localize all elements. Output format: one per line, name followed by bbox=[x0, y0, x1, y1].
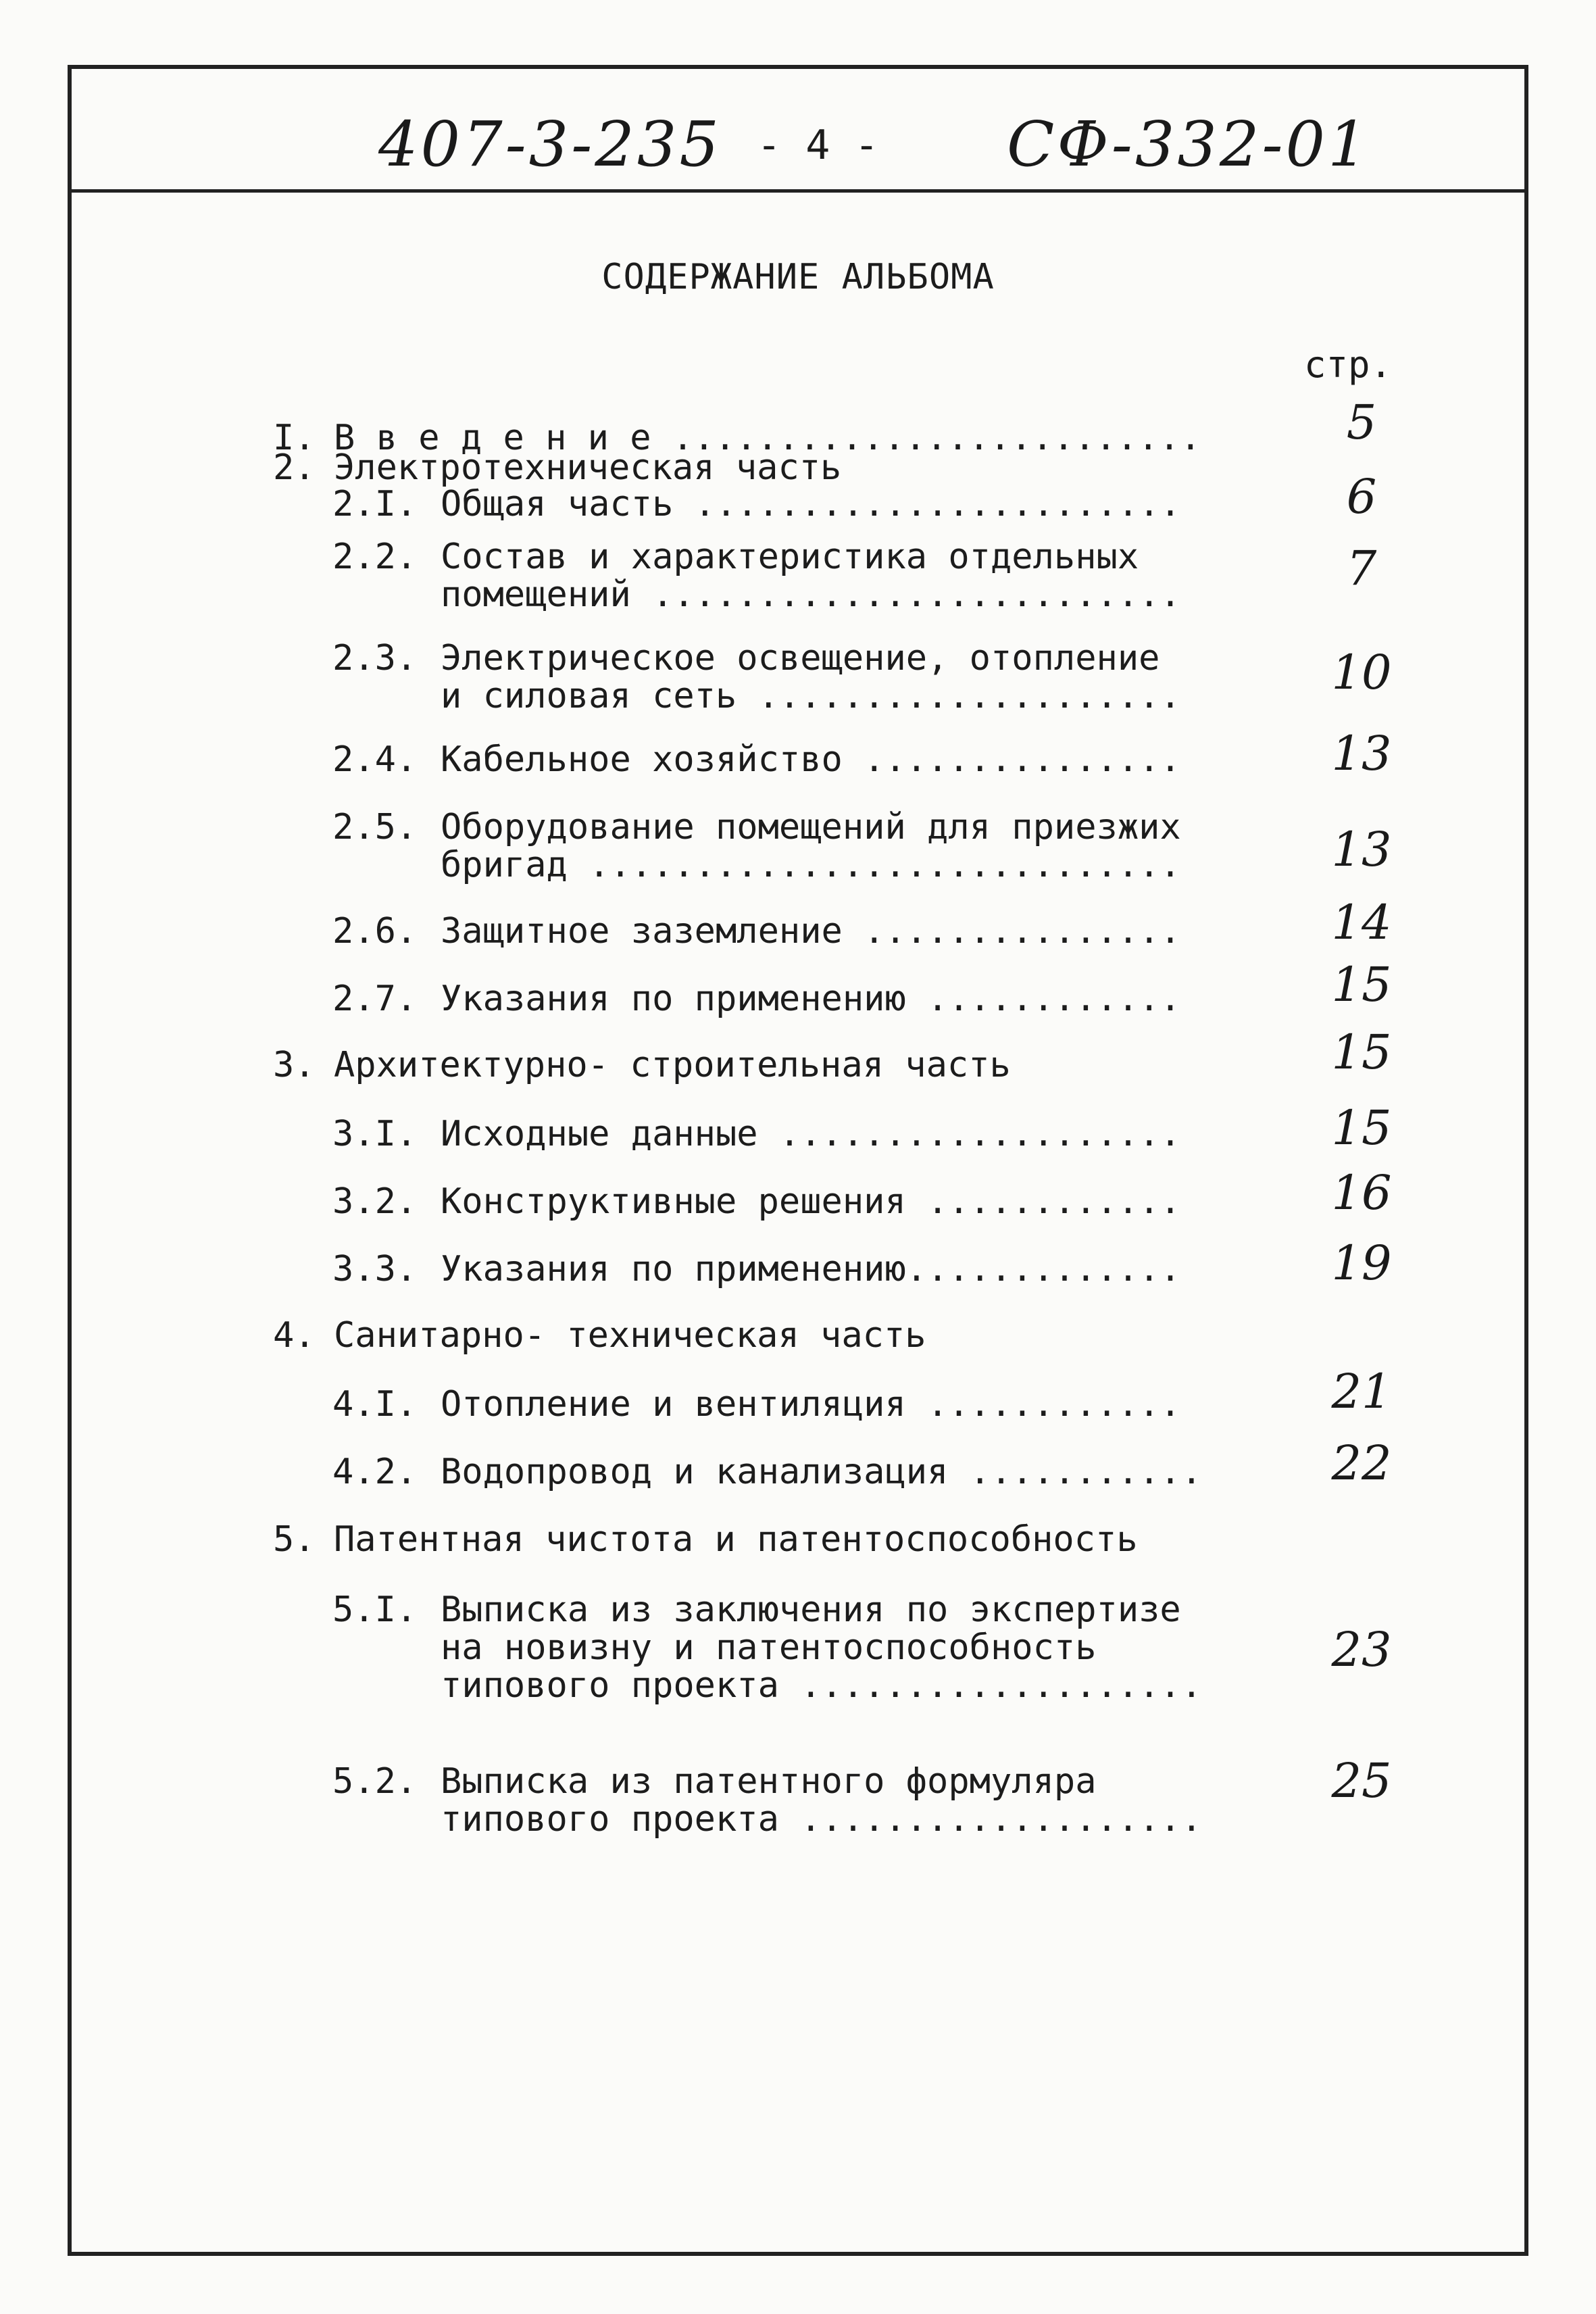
toc-entry-number: 4.2. bbox=[332, 1452, 418, 1492]
toc-entry-text bbox=[441, 1763, 1202, 1838]
toc-entry-number: 2.5. bbox=[332, 807, 418, 847]
toc-entry-number: 3. bbox=[273, 1045, 316, 1085]
toc-entry-number: 3.2. bbox=[332, 1181, 418, 1222]
toc-entry-text bbox=[441, 912, 1181, 950]
toc-entry-page: 25 bbox=[1331, 1753, 1392, 1808]
toc-entry-number: 2.6. bbox=[332, 911, 418, 952]
toc-entry-line: Отопление и вентиляция ............ bbox=[441, 1384, 1181, 1425]
toc-entry-text bbox=[334, 1521, 1138, 1558]
toc-entry-text bbox=[441, 1591, 1202, 1704]
toc-entry-line: Исходные данные ................... bbox=[441, 1114, 1181, 1154]
toc-entry-line: В в е д е н и е ......................... bbox=[334, 418, 1201, 458]
toc-entry-line: Оборудование помещений для приезжих bbox=[441, 807, 1181, 847]
toc-entry-line: Выписка из заключения по экспертизе bbox=[441, 1590, 1181, 1630]
toc-entry-page: 13 bbox=[1331, 726, 1392, 781]
toc-entry-number: 2.4. bbox=[332, 739, 418, 780]
page-title: СОДЕРЖАНИЕ АЛЬБОМА bbox=[601, 257, 995, 297]
toc-entry-page: 22 bbox=[1331, 1435, 1392, 1491]
toc-entry-number: 2.7. bbox=[332, 979, 418, 1019]
toc-entry-page: 6 bbox=[1346, 469, 1377, 524]
toc-entry-text bbox=[441, 1115, 1181, 1153]
toc-entry-number: 5.2. bbox=[332, 1761, 418, 1802]
toc-entry-text bbox=[441, 741, 1181, 779]
page-number: - 4 - bbox=[757, 122, 879, 169]
toc-entry-page: 14 bbox=[1331, 895, 1392, 950]
toc-entry-number: 2.2. bbox=[332, 537, 418, 577]
toc-entry-number: 5. bbox=[273, 1519, 316, 1560]
toc-entry-number: 3.I. bbox=[332, 1114, 418, 1154]
toc-entry-line: Санитарно- техническая часть bbox=[334, 1315, 926, 1356]
toc-entry-text bbox=[334, 1316, 926, 1354]
toc-entry-page: 15 bbox=[1331, 957, 1392, 1012]
toc-entry-page: 21 bbox=[1331, 1364, 1392, 1419]
toc-entry-number: 5.I. bbox=[332, 1590, 418, 1630]
document-code-left: 407-3-235 bbox=[378, 108, 722, 180]
toc-entry-page: 16 bbox=[1331, 1165, 1392, 1221]
toc-entry-text bbox=[441, 1183, 1181, 1221]
toc-entry-number: 2.3. bbox=[332, 638, 418, 679]
toc-entry-line: и силовая сеть .................... bbox=[441, 676, 1181, 716]
toc-entry-page: 10 bbox=[1331, 645, 1392, 700]
toc-entry-line: Выписка из патентного формуляра bbox=[441, 1761, 1097, 1802]
toc-entry-number: 4.I. bbox=[332, 1384, 418, 1425]
toc-entry-line: Защитное заземление ............... bbox=[441, 911, 1181, 952]
toc-entry-page: 13 bbox=[1331, 822, 1392, 877]
toc-entry-page: 15 bbox=[1331, 1025, 1392, 1080]
toc-entry-line: бригад ............................ bbox=[441, 845, 1181, 885]
toc-entry-text bbox=[441, 1385, 1181, 1423]
page-frame bbox=[68, 65, 1528, 2256]
toc-entry-page: 23 bbox=[1331, 1622, 1392, 1677]
toc-entry-page: 19 bbox=[1331, 1235, 1392, 1291]
toc-entry-text bbox=[441, 1453, 1202, 1491]
toc-entry-line: Состав и характеристика отдельных bbox=[441, 537, 1139, 577]
toc-entry-line: Указания по применению ............ bbox=[441, 979, 1181, 1019]
toc-entry-number: 4. bbox=[273, 1315, 316, 1356]
toc-entry-line: типового проекта ................... bbox=[441, 1799, 1203, 1840]
toc-entry-line: Электрическое освещение, отопление bbox=[441, 638, 1160, 679]
toc-entry-number: 2.I. bbox=[332, 484, 418, 524]
toc-entry-line: Патентная чистота и патентоспособность bbox=[334, 1519, 1138, 1560]
toc-entry-text bbox=[441, 980, 1181, 1018]
toc-entry-text bbox=[441, 808, 1181, 884]
toc-entry-text bbox=[441, 538, 1181, 614]
toc-entry-text bbox=[334, 449, 841, 487]
toc-entry-line: типового проекта ................... bbox=[441, 1665, 1203, 1706]
toc-entry-line: Конструктивные решения ............ bbox=[441, 1181, 1181, 1222]
header-divider bbox=[68, 189, 1528, 193]
toc-entry-line: Общая часть ....................... bbox=[441, 484, 1181, 524]
toc-entry-line: на новизну и патентоспособность bbox=[441, 1627, 1097, 1668]
toc-entry-line: Архитектурно- строительная часть bbox=[334, 1045, 1011, 1085]
document-code-right: СФ-332-01 bbox=[1007, 108, 1370, 180]
toc-entry-number: 3.3. bbox=[332, 1249, 418, 1289]
toc-entry-page: 7 bbox=[1346, 541, 1377, 596]
toc-entry-line: Указания по применению............. bbox=[441, 1249, 1181, 1289]
toc-entry-page: 15 bbox=[1331, 1100, 1392, 1156]
toc-entry-line: Электротехническая часть bbox=[334, 447, 842, 488]
page-column-header: стр. bbox=[1304, 343, 1393, 386]
toc-entry-page: 5 bbox=[1346, 395, 1377, 450]
toc-entry-text bbox=[441, 485, 1181, 523]
toc-entry-number: I. bbox=[273, 418, 316, 458]
toc-entry-text bbox=[441, 1250, 1181, 1288]
toc-entry-number: 2. bbox=[273, 447, 316, 488]
toc-entry-text bbox=[441, 639, 1181, 715]
toc-entry-line: Кабельное хозяйство ............... bbox=[441, 739, 1181, 780]
toc-entry-text bbox=[334, 1046, 1011, 1084]
toc-entry-line: помещений ......................... bbox=[441, 574, 1181, 615]
toc-entry-line: Водопровод и канализация ........... bbox=[441, 1452, 1203, 1492]
